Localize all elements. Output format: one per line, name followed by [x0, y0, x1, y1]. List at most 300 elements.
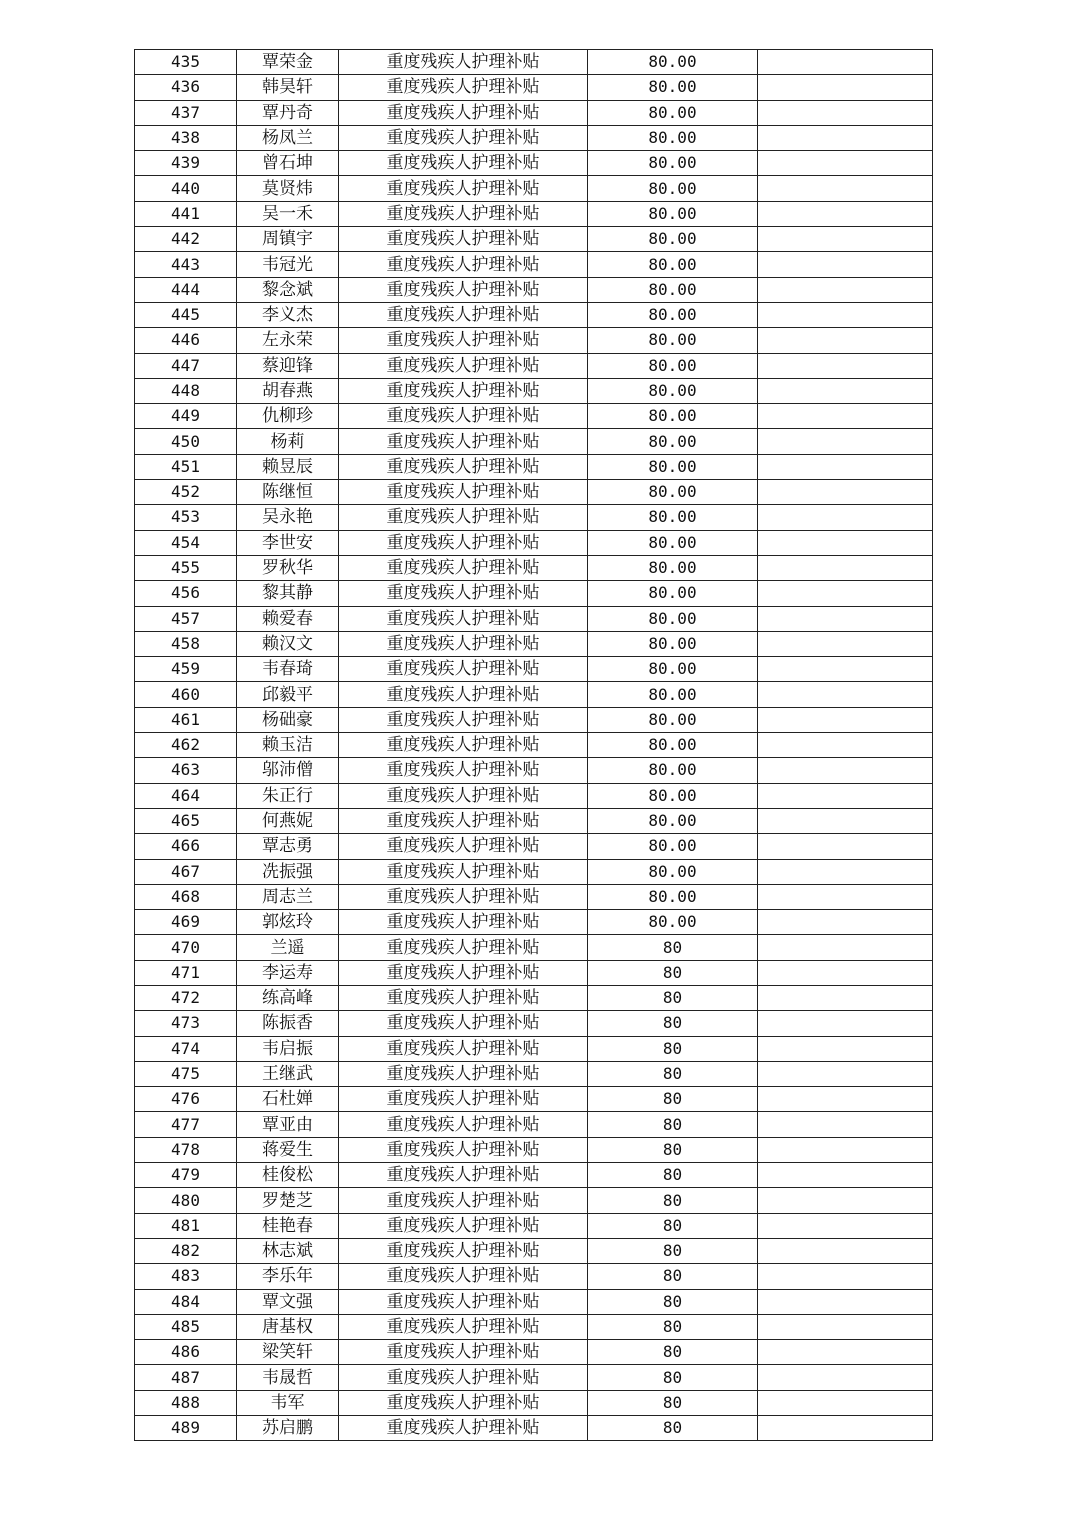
- table-row: [135, 657, 933, 682]
- row-number-cell: 480: [135, 1188, 237, 1213]
- row-number-cell: 482: [135, 1238, 237, 1263]
- amount-cell: 80.00: [588, 555, 758, 580]
- amount-cell: 80: [588, 985, 758, 1010]
- remark-cell: [758, 252, 933, 277]
- amount-cell: 80.00: [588, 227, 758, 252]
- remark-cell: [758, 707, 933, 732]
- name-cell: 韦晟哲: [237, 1365, 339, 1390]
- remark-cell: [758, 1112, 933, 1137]
- name-cell: 林志斌: [237, 1238, 339, 1263]
- name-cell: 周镇宇: [237, 227, 339, 252]
- table-row: [135, 480, 933, 505]
- table-row: [135, 530, 933, 555]
- table-row: [135, 252, 933, 277]
- amount-cell: 80.00: [588, 834, 758, 859]
- amount-cell: 80.00: [588, 151, 758, 176]
- amount-cell: 80: [588, 1213, 758, 1238]
- subsidy-type-cell: 重度残疾人护理补贴: [339, 783, 588, 808]
- remark-cell: [758, 1289, 933, 1314]
- subsidy-type-cell: 重度残疾人护理补贴: [339, 151, 588, 176]
- amount-cell: 80.00: [588, 884, 758, 909]
- table-row: [135, 100, 933, 125]
- row-number-cell: 442: [135, 227, 237, 252]
- amount-cell: 80: [588, 1416, 758, 1441]
- row-number-cell: 445: [135, 302, 237, 327]
- remark-cell: [758, 1087, 933, 1112]
- row-number-cell: 456: [135, 581, 237, 606]
- amount-cell: 80: [588, 960, 758, 985]
- amount-cell: 80: [588, 1036, 758, 1061]
- row-number-cell: 436: [135, 75, 237, 100]
- row-number-cell: 486: [135, 1340, 237, 1365]
- remark-cell: [758, 404, 933, 429]
- subsidy-type-cell: 重度残疾人护理补贴: [339, 1061, 588, 1086]
- row-number-cell: 461: [135, 707, 237, 732]
- table-row: [135, 50, 933, 75]
- row-number-cell: 469: [135, 910, 237, 935]
- subsidy-type-cell: 重度残疾人护理补贴: [339, 555, 588, 580]
- table-row: [135, 707, 933, 732]
- subsidy-type-cell: 重度残疾人护理补贴: [339, 808, 588, 833]
- name-cell: 胡春燕: [237, 378, 339, 403]
- remark-cell: [758, 859, 933, 884]
- row-number-cell: 484: [135, 1289, 237, 1314]
- name-cell: 赖汉文: [237, 631, 339, 656]
- table-row: [135, 808, 933, 833]
- table-row: [135, 1416, 933, 1441]
- row-number-cell: 488: [135, 1390, 237, 1415]
- remark-cell: [758, 1036, 933, 1061]
- subsidy-type-cell: 重度残疾人护理补贴: [339, 1416, 588, 1441]
- row-number-cell: 470: [135, 935, 237, 960]
- remark-cell: [758, 1314, 933, 1339]
- table-row: [135, 783, 933, 808]
- name-cell: 莫贤炜: [237, 176, 339, 201]
- row-number-cell: 466: [135, 834, 237, 859]
- subsidy-type-cell: 重度残疾人护理补贴: [339, 657, 588, 682]
- remark-cell: [758, 1137, 933, 1162]
- row-number-cell: 476: [135, 1087, 237, 1112]
- name-cell: 杨凤兰: [237, 125, 339, 150]
- table-row: [135, 1314, 933, 1339]
- table-row: [135, 125, 933, 150]
- name-cell: 曾石坤: [237, 151, 339, 176]
- amount-cell: 80.00: [588, 682, 758, 707]
- subsidy-type-cell: 重度残疾人护理补贴: [339, 100, 588, 125]
- remark-cell: [758, 353, 933, 378]
- table-row: [135, 505, 933, 530]
- subsidy-type-cell: 重度残疾人护理补贴: [339, 530, 588, 555]
- row-number-cell: 438: [135, 125, 237, 150]
- name-cell: 赖爱春: [237, 606, 339, 631]
- subsidy-type-cell: 重度残疾人护理补贴: [339, 50, 588, 75]
- remark-cell: [758, 555, 933, 580]
- remark-cell: [758, 1264, 933, 1289]
- amount-cell: 80: [588, 1264, 758, 1289]
- amount-cell: 80.00: [588, 328, 758, 353]
- row-number-cell: 451: [135, 454, 237, 479]
- remark-cell: [758, 302, 933, 327]
- row-number-cell: 487: [135, 1365, 237, 1390]
- table-row: [135, 606, 933, 631]
- row-number-cell: 481: [135, 1213, 237, 1238]
- row-number-cell: 447: [135, 353, 237, 378]
- name-cell: 仇柳珍: [237, 404, 339, 429]
- remark-cell: [758, 151, 933, 176]
- amount-cell: 80.00: [588, 859, 758, 884]
- row-number-cell: 489: [135, 1416, 237, 1441]
- remark-cell: [758, 75, 933, 100]
- subsidy-type-cell: 重度残疾人护理补贴: [339, 505, 588, 530]
- name-cell: 黎其静: [237, 581, 339, 606]
- subsidy-table: [134, 49, 933, 1441]
- amount-cell: 80.00: [588, 353, 758, 378]
- name-cell: 覃文强: [237, 1289, 339, 1314]
- row-number-cell: 452: [135, 480, 237, 505]
- amount-cell: 80.00: [588, 631, 758, 656]
- subsidy-type-cell: 重度残疾人护理补贴: [339, 682, 588, 707]
- subsidy-type-cell: 重度残疾人护理补贴: [339, 1365, 588, 1390]
- row-number-cell: 468: [135, 884, 237, 909]
- table-row: [135, 1087, 933, 1112]
- name-cell: 杨础豪: [237, 707, 339, 732]
- row-number-cell: 444: [135, 277, 237, 302]
- amount-cell: 80: [588, 1238, 758, 1263]
- table-row: [135, 1238, 933, 1263]
- table-row: [135, 733, 933, 758]
- name-cell: 罗楚芝: [237, 1188, 339, 1213]
- amount-cell: 80.00: [588, 783, 758, 808]
- table-row: [135, 429, 933, 454]
- remark-cell: [758, 50, 933, 75]
- amount-cell: 80.00: [588, 480, 758, 505]
- subsidy-type-cell: 重度残疾人护理补贴: [339, 252, 588, 277]
- subsidy-type-cell: 重度残疾人护理补贴: [339, 1163, 588, 1188]
- remark-cell: [758, 378, 933, 403]
- name-cell: 覃志勇: [237, 834, 339, 859]
- table-row: [135, 1112, 933, 1137]
- row-number-cell: 462: [135, 733, 237, 758]
- remark-cell: [758, 808, 933, 833]
- remark-cell: [758, 125, 933, 150]
- table-row: [135, 454, 933, 479]
- name-cell: 邱毅平: [237, 682, 339, 707]
- name-cell: 吴一禾: [237, 201, 339, 226]
- subsidy-type-cell: 重度残疾人护理补贴: [339, 707, 588, 732]
- name-cell: 苏启鹏: [237, 1416, 339, 1441]
- name-cell: 韩昊轩: [237, 75, 339, 100]
- amount-cell: 80.00: [588, 910, 758, 935]
- remark-cell: [758, 1188, 933, 1213]
- remark-cell: [758, 581, 933, 606]
- row-number-cell: 465: [135, 808, 237, 833]
- name-cell: 覃丹奇: [237, 100, 339, 125]
- name-cell: 练高峰: [237, 985, 339, 1010]
- remark-cell: [758, 884, 933, 909]
- row-number-cell: 467: [135, 859, 237, 884]
- row-number-cell: 474: [135, 1036, 237, 1061]
- row-number-cell: 440: [135, 176, 237, 201]
- name-cell: 赖玉洁: [237, 733, 339, 758]
- remark-cell: [758, 682, 933, 707]
- table-row: [135, 758, 933, 783]
- remark-cell: [758, 1416, 933, 1441]
- amount-cell: 80.00: [588, 277, 758, 302]
- amount-cell: 80: [588, 1011, 758, 1036]
- table-row: [135, 910, 933, 935]
- amount-cell: 80: [588, 1289, 758, 1314]
- table-row: [135, 404, 933, 429]
- name-cell: 赖昱辰: [237, 454, 339, 479]
- amount-cell: 80: [588, 1188, 758, 1213]
- table-row: [135, 985, 933, 1010]
- row-number-cell: 443: [135, 252, 237, 277]
- table-row: [135, 1264, 933, 1289]
- amount-cell: 80.00: [588, 606, 758, 631]
- name-cell: 黎念斌: [237, 277, 339, 302]
- subsidy-type-cell: 重度残疾人护理补贴: [339, 201, 588, 226]
- subsidy-type-cell: 重度残疾人护理补贴: [339, 1264, 588, 1289]
- subsidy-type-cell: 重度残疾人护理补贴: [339, 227, 588, 252]
- subsidy-type-cell: 重度残疾人护理补贴: [339, 1087, 588, 1112]
- subsidy-type-cell: 重度残疾人护理补贴: [339, 1137, 588, 1162]
- subsidy-type-cell: 重度残疾人护理补贴: [339, 125, 588, 150]
- name-cell: 冼振强: [237, 859, 339, 884]
- subsidy-type-cell: 重度残疾人护理补贴: [339, 302, 588, 327]
- amount-cell: 80.00: [588, 75, 758, 100]
- subsidy-type-cell: 重度残疾人护理补贴: [339, 1036, 588, 1061]
- subsidy-type-cell: 重度残疾人护理补贴: [339, 480, 588, 505]
- remark-cell: [758, 530, 933, 555]
- name-cell: 李义杰: [237, 302, 339, 327]
- amount-cell: 80.00: [588, 100, 758, 125]
- table-row: [135, 1061, 933, 1086]
- row-number-cell: 448: [135, 378, 237, 403]
- remark-cell: [758, 1163, 933, 1188]
- name-cell: 吴永艳: [237, 505, 339, 530]
- amount-cell: 80: [588, 1390, 758, 1415]
- subsidy-type-cell: 重度残疾人护理补贴: [339, 75, 588, 100]
- row-number-cell: 463: [135, 758, 237, 783]
- name-cell: 周志兰: [237, 884, 339, 909]
- row-number-cell: 478: [135, 1137, 237, 1162]
- remark-cell: [758, 834, 933, 859]
- name-cell: 李世安: [237, 530, 339, 555]
- remark-cell: [758, 1011, 933, 1036]
- row-number-cell: 450: [135, 429, 237, 454]
- row-number-cell: 485: [135, 1314, 237, 1339]
- table-row: [135, 1137, 933, 1162]
- row-number-cell: 455: [135, 555, 237, 580]
- row-number-cell: 453: [135, 505, 237, 530]
- name-cell: 桂艳春: [237, 1213, 339, 1238]
- name-cell: 韦启振: [237, 1036, 339, 1061]
- amount-cell: 80.00: [588, 302, 758, 327]
- subsidy-type-cell: 重度残疾人护理补贴: [339, 277, 588, 302]
- amount-cell: 80.00: [588, 252, 758, 277]
- remark-cell: [758, 505, 933, 530]
- amount-cell: 80: [588, 1365, 758, 1390]
- subsidy-type-cell: 重度残疾人护理补贴: [339, 1314, 588, 1339]
- row-number-cell: 477: [135, 1112, 237, 1137]
- subsidy-type-cell: 重度残疾人护理补贴: [339, 1213, 588, 1238]
- table-row: [135, 581, 933, 606]
- amount-cell: 80.00: [588, 429, 758, 454]
- row-number-cell: 446: [135, 328, 237, 353]
- remark-cell: [758, 1238, 933, 1263]
- name-cell: 邬沛僧: [237, 758, 339, 783]
- subsidy-type-cell: 重度残疾人护理补贴: [339, 1390, 588, 1415]
- row-number-cell: 439: [135, 151, 237, 176]
- name-cell: 朱正行: [237, 783, 339, 808]
- name-cell: 桂俊松: [237, 1163, 339, 1188]
- row-number-cell: 441: [135, 201, 237, 226]
- table-row: [135, 682, 933, 707]
- subsidy-type-cell: 重度残疾人护理补贴: [339, 1289, 588, 1314]
- table-row: [135, 75, 933, 100]
- subsidy-type-cell: 重度残疾人护理补贴: [339, 581, 588, 606]
- remark-cell: [758, 758, 933, 783]
- row-number-cell: 459: [135, 657, 237, 682]
- table-row: [135, 555, 933, 580]
- table-row: [135, 859, 933, 884]
- table-row: [135, 960, 933, 985]
- row-number-cell: 475: [135, 1061, 237, 1086]
- name-cell: 罗秋华: [237, 555, 339, 580]
- subsidy-type-cell: 重度残疾人护理补贴: [339, 1340, 588, 1365]
- table-row: [135, 328, 933, 353]
- subsidy-type-cell: 重度残疾人护理补贴: [339, 631, 588, 656]
- amount-cell: 80: [588, 1061, 758, 1086]
- subsidy-type-cell: 重度残疾人护理补贴: [339, 404, 588, 429]
- name-cell: 石杜婵: [237, 1087, 339, 1112]
- subsidy-type-cell: 重度残疾人护理补贴: [339, 935, 588, 960]
- remark-cell: [758, 201, 933, 226]
- name-cell: 兰遥: [237, 935, 339, 960]
- row-number-cell: 471: [135, 960, 237, 985]
- name-cell: 何燕妮: [237, 808, 339, 833]
- table-row: [135, 631, 933, 656]
- name-cell: 韦军: [237, 1390, 339, 1415]
- name-cell: 王继武: [237, 1061, 339, 1086]
- amount-cell: 80.00: [588, 707, 758, 732]
- remark-cell: [758, 631, 933, 656]
- row-number-cell: 479: [135, 1163, 237, 1188]
- amount-cell: 80: [588, 1340, 758, 1365]
- table-row: [135, 935, 933, 960]
- subsidy-type-cell: 重度残疾人护理补贴: [339, 1188, 588, 1213]
- remark-cell: [758, 1213, 933, 1238]
- table-row: [135, 884, 933, 909]
- amount-cell: 80.00: [588, 505, 758, 530]
- remark-cell: [758, 733, 933, 758]
- table-row: [135, 302, 933, 327]
- amount-cell: 80.00: [588, 530, 758, 555]
- subsidy-type-cell: 重度残疾人护理补贴: [339, 1011, 588, 1036]
- name-cell: 覃亚由: [237, 1112, 339, 1137]
- name-cell: 梁笑轩: [237, 1340, 339, 1365]
- table-row: [135, 1390, 933, 1415]
- table-row: [135, 227, 933, 252]
- remark-cell: [758, 960, 933, 985]
- amount-cell: 80.00: [588, 657, 758, 682]
- subsidy-type-cell: 重度残疾人护理补贴: [339, 429, 588, 454]
- amount-cell: 80.00: [588, 808, 758, 833]
- name-cell: 李乐年: [237, 1264, 339, 1289]
- subsidy-type-cell: 重度残疾人护理补贴: [339, 910, 588, 935]
- table-body: [135, 50, 933, 1441]
- remark-cell: [758, 100, 933, 125]
- remark-cell: [758, 480, 933, 505]
- name-cell: 蒋爱生: [237, 1137, 339, 1162]
- remark-cell: [758, 606, 933, 631]
- subsidy-type-cell: 重度残疾人护理补贴: [339, 454, 588, 479]
- name-cell: 覃荣金: [237, 50, 339, 75]
- name-cell: 郭炫玲: [237, 910, 339, 935]
- remark-cell: [758, 1340, 933, 1365]
- amount-cell: 80: [588, 935, 758, 960]
- subsidy-type-cell: 重度残疾人护理补贴: [339, 733, 588, 758]
- remark-cell: [758, 985, 933, 1010]
- table-row: [135, 1289, 933, 1314]
- amount-cell: 80: [588, 1112, 758, 1137]
- remark-cell: [758, 935, 933, 960]
- remark-cell: [758, 783, 933, 808]
- amount-cell: 80.00: [588, 454, 758, 479]
- table-row: [135, 151, 933, 176]
- amount-cell: 80.00: [588, 733, 758, 758]
- remark-cell: [758, 227, 933, 252]
- row-number-cell: 454: [135, 530, 237, 555]
- subsidy-type-cell: 重度残疾人护理补贴: [339, 834, 588, 859]
- remark-cell: [758, 454, 933, 479]
- table-row: [135, 378, 933, 403]
- table-row: [135, 1011, 933, 1036]
- subsidy-type-cell: 重度残疾人护理补贴: [339, 1112, 588, 1137]
- amount-cell: 80.00: [588, 581, 758, 606]
- subsidy-type-cell: 重度残疾人护理补贴: [339, 378, 588, 403]
- row-number-cell: 435: [135, 50, 237, 75]
- name-cell: 唐基权: [237, 1314, 339, 1339]
- table-row: [135, 1213, 933, 1238]
- amount-cell: 80.00: [588, 201, 758, 226]
- amount-cell: 80: [588, 1163, 758, 1188]
- subsidy-type-cell: 重度残疾人护理补贴: [339, 985, 588, 1010]
- row-number-cell: 460: [135, 682, 237, 707]
- amount-cell: 80: [588, 1087, 758, 1112]
- subsidy-type-cell: 重度残疾人护理补贴: [339, 606, 588, 631]
- table-row: [135, 1340, 933, 1365]
- subsidy-type-cell: 重度残疾人护理补贴: [339, 353, 588, 378]
- name-cell: 陈振香: [237, 1011, 339, 1036]
- row-number-cell: 464: [135, 783, 237, 808]
- subsidy-type-cell: 重度残疾人护理补贴: [339, 328, 588, 353]
- subsidy-type-cell: 重度残疾人护理补贴: [339, 1238, 588, 1263]
- name-cell: 蔡迎锋: [237, 353, 339, 378]
- name-cell: 李运寿: [237, 960, 339, 985]
- amount-cell: 80.00: [588, 125, 758, 150]
- table-row: [135, 201, 933, 226]
- name-cell: 左永荣: [237, 328, 339, 353]
- remark-cell: [758, 1390, 933, 1415]
- subsidy-type-cell: 重度残疾人护理补贴: [339, 176, 588, 201]
- name-cell: 陈继恒: [237, 480, 339, 505]
- amount-cell: 80: [588, 1314, 758, 1339]
- remark-cell: [758, 176, 933, 201]
- remark-cell: [758, 1365, 933, 1390]
- table-row: [135, 1036, 933, 1061]
- remark-cell: [758, 910, 933, 935]
